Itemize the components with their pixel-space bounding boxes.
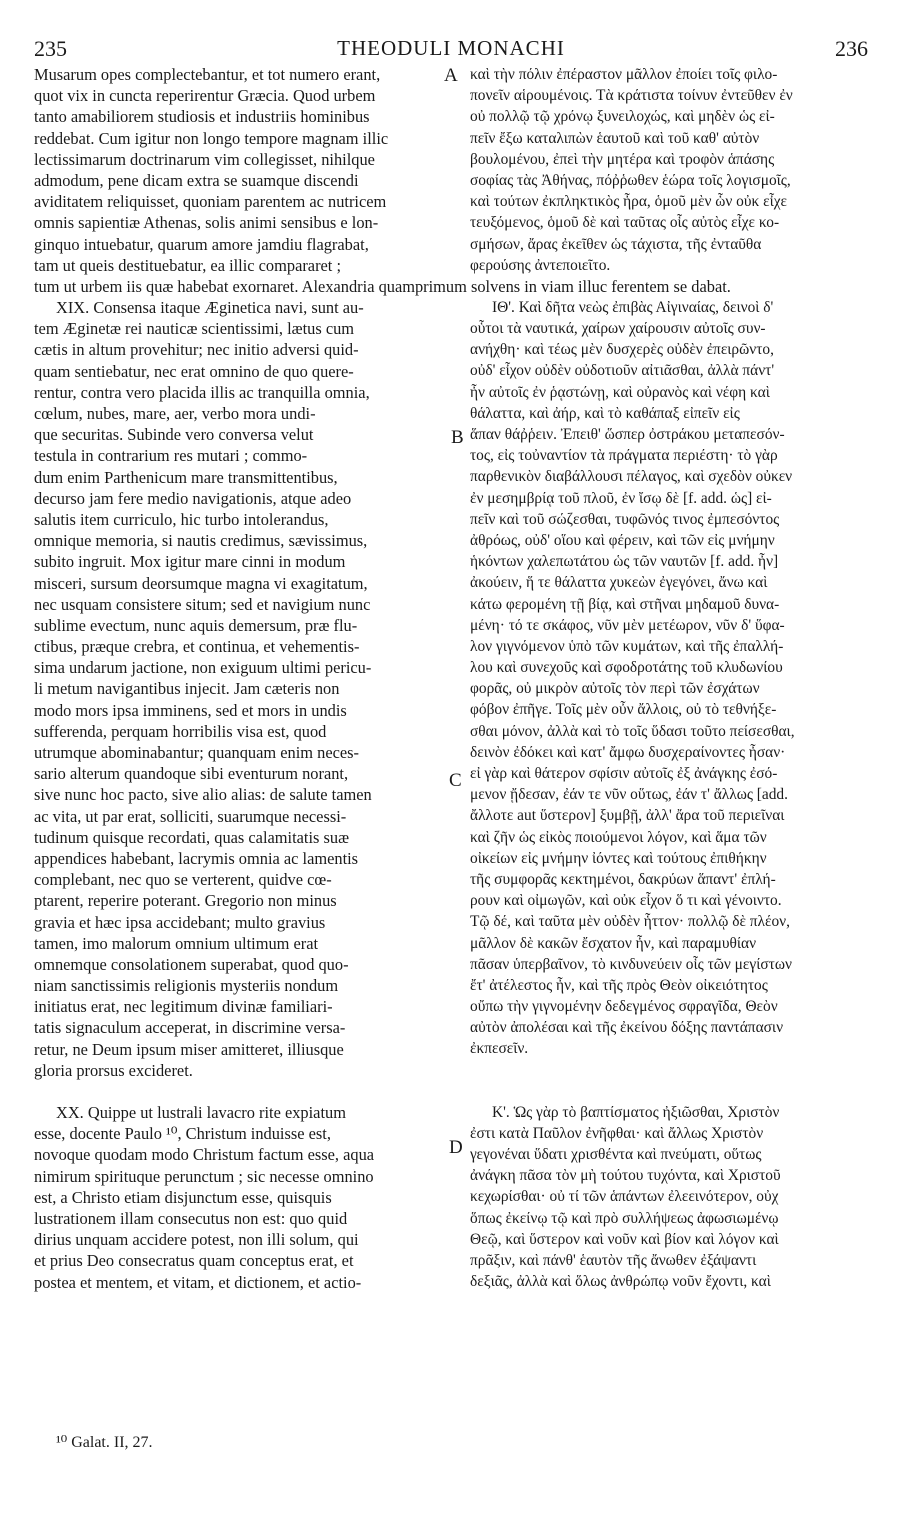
greek-text-line: καὶ ζῆν ὡς εἰκὸς ποιούμενοι λόγον, καὶ ἅμα τῶν (470, 828, 767, 846)
greek-text-line: πρᾶξιν, καὶ πάνθ' ἑαυτὸν τῆς ἄνωθεν ἐξάψαντι (470, 1251, 757, 1269)
latin-text-line: novoque quodam modo Christum factum esse, aqua (34, 1145, 375, 1165)
latin-text-line: appendices habebant, lacrymis omnia ac lamentis (34, 848, 359, 868)
greek-text-line: μενον ᾔδεσαν, ἐάν τε νῦν οὕτως, ἐάν τ' ἄλλως [add. (470, 786, 788, 804)
greek-text-line: λον γιγνόμενον ὑπὸ τῶν κυμάτων, καὶ τῆς ἐπαλλή- (470, 637, 784, 655)
greek-text-line: ἦν αὐτοῖς ἐν ῥᾳστώνῃ, καὶ οὐρανὸς καὶ νέφη καὶ (470, 383, 770, 401)
latin-text-line: niam sanctissimis religionis mysteriis nondum (34, 976, 339, 996)
greek-text-line: ἐκπεσεῖν. (470, 1040, 529, 1058)
greek-text-line: ἐν μεσημβρίᾳ τοῦ πλοῦ, ἐν ἴσῳ δὲ [f. add. ὡς] εἰ- (470, 489, 772, 507)
greek-text-line: ἡκόντων χαλεπωτάτου ὡς τῶν ναυτῶν [f. add. ἦν] (470, 553, 779, 571)
greek-text-line: ἔτ' ἀτέλεστος ἦν, καὶ τῆς πρὸς Θεὸν οἰκειότητος (470, 976, 768, 994)
greek-text-line: ἄλλοτε aut ὕστερον] ξυμβῇ, ἀλλ' ἄρα τοῦ περιεῖναι (470, 807, 785, 825)
greek-text-line: καὶ τούτων ἐκπληκτικὸς ἦρα, ὁμοῦ μὲν ὧν οὐκ εἶχε (470, 193, 788, 211)
greek-text-line: οἰκείων εἰς μνήμην ἰόντες καὶ τούτους ἐπιθήκην (470, 849, 767, 867)
latin-text-line: sive nunc hoc pacto, sive alio alias: de salute tamen (34, 785, 372, 805)
page-header (34, 36, 868, 62)
latin-text-line: salutis item curriculo, hic turbo intolerandus, (34, 509, 329, 529)
latin-text-line: postea et mentem, et vitam, et dictionem, et actio- (34, 1272, 362, 1292)
latin-text-line: cœlum, nubes, mare, aer, verbo mora undi- (34, 404, 316, 423)
latin-text-line: quam sentiebatur, nec erat omnino de quo quere- (34, 361, 354, 381)
greek-text-line: ἀθρόως, οὐδ' οἵου καὶ φέρειν, καὶ τῶν εἰς μνήμην (470, 531, 775, 549)
greek-text-line: τευξόμενος, ὁμοῦ δὲ καὶ ταῦτας οἷς αὐτὸς εἶχε κο- (470, 214, 780, 232)
latin-text-line: tam ut queis destituebatur, ea illic compararet ; (34, 255, 342, 275)
greek-column (470, 64, 866, 1292)
greek-text-line: πονεῖν αἱρουμένοις. Τὰ κράτιστα τοίνυν ἐντεῦθεν ἐν (470, 87, 793, 105)
greek-text-line: ἀνάγκη πᾶσα τὸν μὴ τούτου τυχόντα, καὶ Χριστοῦ (470, 1167, 781, 1185)
greek-text-line: φόβον ἐπῆγε. Τοῖς μὲν οὖν ἄλλοις, οὐ τὸ τεθνήξε- (470, 701, 777, 719)
margin-letter-c: C (449, 770, 462, 791)
greek-text-line: ἐστι κατὰ Παῦλον ἐνῆφθαι· καὶ ἄλλως Χριστὸν (470, 1124, 764, 1142)
margin-letter-a: A (444, 65, 458, 86)
greek-text-line: θάλαττα, καὶ ἀήρ, καὶ τὸ καθάπαξ εἰπεῖν εἰς (470, 404, 740, 422)
greek-text-line: εἰ γὰρ καὶ θάτερον σφίσιν αὐτοῖς ἐξ ἀνάγκης ἐσό- (470, 765, 778, 782)
greek-text-line: ἀκούειν, ἥ τε θάλαττα χυκεὼν ἐγεγόνει, ἄνω καὶ (470, 574, 768, 592)
latin-text-line: rentur, contra vero placida illis ac tranquilla omnia, (34, 382, 370, 402)
latin-text-line: sario alterum quandoque sibi eventurum norant, (34, 764, 349, 784)
greek-text-line: οὔπω τὴν γιγνομένην δεδεγμένος σφραγῖδα, Θεὸν (470, 998, 778, 1016)
latin-text-line: Musarum opes complectebantur, et tot numero erant, (34, 65, 381, 84)
margin-letter-d: D (449, 1137, 463, 1158)
greek-text-line: ὅπως ἐκείνῳ τῷ καὶ πρὸ συλλήψεως ἀφωσιωμένῳ (470, 1209, 779, 1227)
latin-text-line: gloria prorsus excideret. (34, 1060, 193, 1080)
paragraph-gap (470, 1060, 866, 1081)
latin-text-line: XX. Quippe ut lustrali lavacro rite expiatum (56, 1103, 346, 1122)
latin-text-line: sima undarum jactione, non exiguum ultimi pericu- (34, 658, 372, 678)
greek-text-line: γεγονέναι ὕδατι χρισθέντα καὶ πνεύματι, οὕτως (470, 1146, 762, 1163)
paragraph-gap (470, 1081, 866, 1102)
latin-text-line: nimirum spirituque perunctum ; sic necesse omnino (34, 1166, 374, 1186)
greek-text-line: σοφίας τὰς Ἀθήνας, πόῤῥωθεν ἑώρα τοῖς λογισμοῖς, (470, 171, 791, 189)
latin-text-line: utrumque abominabantur; quanquam enim neces- (34, 743, 359, 762)
latin-text-line: est, a Christo etiam disjunctum esse, quisquis (34, 1187, 332, 1207)
latin-text-line: li metum navigantibus injecit. Jam cæteris non (34, 679, 340, 699)
latin-text-line: sublime evectum, nunc aquis demersum, præ flu- (34, 615, 358, 635)
greek-text-line: οὐ πολλῷ τῷ χρόνῳ ξυνειλοχώς, καὶ μηδὲν ὡς εἰ- (470, 108, 775, 126)
greek-text-line: βουλομένου, ἐπεὶ τὴν μητέρα καὶ τροφὸν ἁπάσης (470, 150, 775, 168)
greek-text-line: καὶ τὴν πόλιν ἐπέραστον μᾶλλον ἐποίει τοῖς φιλο- (470, 66, 778, 83)
latin-text-line: retur, ne Deum ipsum miser amitteret, illiusque (34, 1039, 344, 1059)
greek-text-line: Θεῷ, καὶ ὕστερον καὶ νοῦν καὶ βίον καὶ λόγον καὶ (470, 1230, 779, 1248)
latin-text-line: omnique memoria, si nautis credimus, sævissimus, (34, 531, 368, 551)
latin-text-line: ptarent, reperire poterant. Gregorio non minus (34, 891, 337, 911)
greek-text-line: κάτω φερομένη τῇ βίᾳ, καὶ στῆναι μηδαμοῦ δυνα- (470, 595, 780, 613)
greek-text-line: Τῷ δέ, καὶ ταῦτα μὲν οὐδὲν ἧττον· πολλῷ δὲ πλέον, (470, 913, 790, 931)
latin-text-line: lustrationem illam consecutus non est: quo quid (34, 1208, 348, 1228)
paragraph-gap (34, 1081, 456, 1102)
latin-text-line: misceri, sursum deorsumque magna vi exagitatum, (34, 573, 368, 593)
latin-text-line: tum ut urbem iis quæ habebat exornaret. Alexandria quamprimum solvens in viam illuc ferentem se dabat. (34, 276, 866, 297)
latin-text-line: sufferenda, perquam horribilis visa est, quod (34, 721, 327, 741)
greek-text-line: φερούσης ἀντεποιεῖτο. (470, 256, 611, 274)
greek-text-line: τος, εἰς τοὐναντίον τὰ πράγματα περιέστη· τὸ γὰρ (470, 447, 778, 465)
latin-text-line: admodum, pene dicam extra se suamque discendi (34, 170, 359, 190)
latin-text-line: omnemque consolationem superabat, quod quo- (34, 954, 349, 974)
latin-text-line: et prius Deo consecratus quam conceptus erat, et (34, 1251, 354, 1271)
greek-text-line: πᾶσαν ὑπερβαῖνον, τὸ κινδυνεύειν οἷς τῶν μεγίστων (470, 955, 792, 973)
greek-text-line: ΙΘ'. Καὶ δῆτα νεὼς ἐπιβὰς Αἰγιναίας, δεινοὶ δ' (492, 298, 774, 316)
latin-text-line: omnis sapientiæ Athenas, solis animi sensibus e lon- (34, 213, 379, 233)
greek-text-line: πεῖν καὶ τοῦ σώζεσθαι, τυφῶνός τινος ἐμπεσόντος (470, 510, 780, 528)
greek-text-line: οὐδ' εἶχον οὐδὲν οὐδοτιοῦν αἰτιᾶσθαι, ἀλλὰ πάντ' (470, 362, 775, 380)
latin-text-line: complebant, nec quo se verterent, quidve cœ- (34, 870, 332, 890)
latin-text-line: modo mors ipsa imminens, sed et mors in undis (34, 700, 347, 720)
latin-text-line: aviditatem reliquisset, quoniam parentem ac nutricem (34, 192, 387, 212)
footnote: ¹⁰ Galat. II, 27. (56, 1434, 153, 1451)
greek-text-line: παρθενικὸν διαβάλλουσι πέλαγος, καὶ σχεδὸν οὐκεν (470, 468, 793, 486)
greek-text-line: σμήσων, ἄρας ἐκεῖθεν ὡς τάχιστα, τῆς ἐνταῦθα (470, 235, 762, 253)
latin-text-line: que securitas. Subinde vero conversa velut (34, 425, 314, 445)
greek-text-line: κεχωρίσθαι· οὐ τί τῶν ἁπάντων ἐλεεινότερον, οὐχ (470, 1188, 779, 1206)
latin-text-line: ginquo intuebatur, quarum amore jamdiu flagrabat, (34, 234, 369, 254)
page-number-left: 235 (34, 36, 67, 61)
greek-text-line: λου καὶ συνεχοῦς καὶ σφοδροτάτης τοῦ κλυδωνίου (470, 659, 783, 677)
greek-text-line: ανήχθη· καὶ τέως μὲν δυσχερὲς οὐδὲν ἐπειρῶντο, (470, 341, 774, 359)
latin-text-line: ac vita, ut par erat, solliciti, suarumque necessi- (34, 806, 347, 826)
latin-text-line: lectissimarum doctrinarum vim collegisset, nihilque (34, 149, 375, 169)
greek-text-line: ἅπαν θάῤῥειν. Ἐπειθ' ὥσπερ ὀστράκου μεταπεσόν- (470, 426, 785, 443)
latin-text-line: cætis in altum provehitur; nec initio adversi quid- (34, 340, 359, 360)
greek-text-line: φορᾶς, οὐ μικρὸν αὐτοῖς τὸν περὶ τῶν ἐσχάτων (470, 680, 760, 698)
greek-text-line: ρουν καὶ οἰμωγῶν, καὶ οὐκ εἶχον ὅ τι καὶ γένοιντο. (470, 892, 782, 910)
latin-text-line: initiatus erat, nec legitimum divinæ familiari- (34, 997, 333, 1017)
latin-text-line: quot vix in cuncta reperirentur Græcia. Quod urbem (34, 86, 376, 106)
latin-text-line: tamen, imo malorum omnium ultimum erat (34, 933, 319, 953)
latin-text-line: esse, docente Paulo ¹⁰, Christum induisse est, (34, 1124, 331, 1144)
greek-text-line: δεξιᾶς, ἀλλὰ καὶ ὅλως ἀνθρώπῳ νοῦν ἔχοντι, καὶ (470, 1273, 771, 1291)
page-number-right: 236 (835, 36, 868, 61)
greek-text-line: σθαι μόνον, ἀλλὰ καὶ τὸ τοῖς ὕδασι τοῦτο πείσεσθαι, (470, 722, 795, 740)
latin-text-line: gravia et hæc ipsa accidebant; multo gravius (34, 912, 326, 932)
greek-text-line: αὐτὸν ἀπολέσαι καὶ τῆς ἐκείνου δόξης παντάπασιν (470, 1019, 784, 1037)
latin-text-line: tem Æginetæ rei nauticæ scientissimi, lætus cum (34, 319, 355, 339)
latin-text-line: testula in contrarium res mutari ; commo- (34, 446, 308, 466)
latin-text-line: tudinum quisque recordati, quas calamitatis suæ (34, 827, 349, 847)
latin-text-line: reddebat. Cum igitur non longo tempore magnam illic (34, 128, 389, 148)
margin-letter-b: B (451, 427, 464, 448)
greek-text-line: μένη· τό τε σκάφος, νῦν μὲν μετέωρον, νῦν δ' ὕφα- (470, 616, 785, 634)
greek-text-line: μᾶλλον δὲ κακῶν ἔσχατον ἦν, καὶ παραμυθίαν (470, 934, 757, 952)
latin-text-line: subito ingruit. Mox igitur mare cinni in modum (34, 552, 346, 572)
latin-text-line: nec usquam consistere situm; sed et navigium nunc (34, 594, 371, 614)
latin-text-line: dirius unquam accidere potest, non illi solum, qui (34, 1230, 359, 1250)
greek-text-line: οὗτοι τὰ ναυτικά, χαίρων χαίρουσιν αὐτοῖς συν- (470, 320, 766, 338)
latin-text-line: tatis signaculum acceperat, in discrimine versa- (34, 1018, 346, 1038)
latin-text-line: tanto amabiliorem studiosis et industriis hominibus (34, 107, 370, 127)
greek-text-line: πεῖν ἔξω καταλιπὼν ἑαυτοῦ καὶ τοῦ καθ' αὐτὸν (470, 129, 760, 147)
latin-text-line: dum enim Parthenicum mare transmittentibus, (34, 467, 338, 487)
greek-text-line: Κ'. Ὡς γὰρ τὸ βαπτίσματος ἠξιῶσθαι, Χριστὸν (492, 1103, 780, 1121)
greek-text-line: τῆς συμφορᾶς κεκτημένοι, δακρύων ἅπαντ' ἐπλή- (470, 870, 776, 888)
latin-text-line: decurso jam fere medio navigationis, atque adeo (34, 488, 352, 508)
greek-text-line: δεινὸν ἐδόκει καὶ κατ' ἄμφω δυσχεραίνοντες ἦσαν· (470, 743, 786, 761)
running-head: THEODULI MONACHI (337, 36, 565, 60)
latin-text-line: XIX. Consensa itaque Æginetica navi, sunt au- (56, 298, 364, 318)
latin-text-line: ctibus, præque crebra, et continua, et vehementis- (34, 637, 360, 657)
